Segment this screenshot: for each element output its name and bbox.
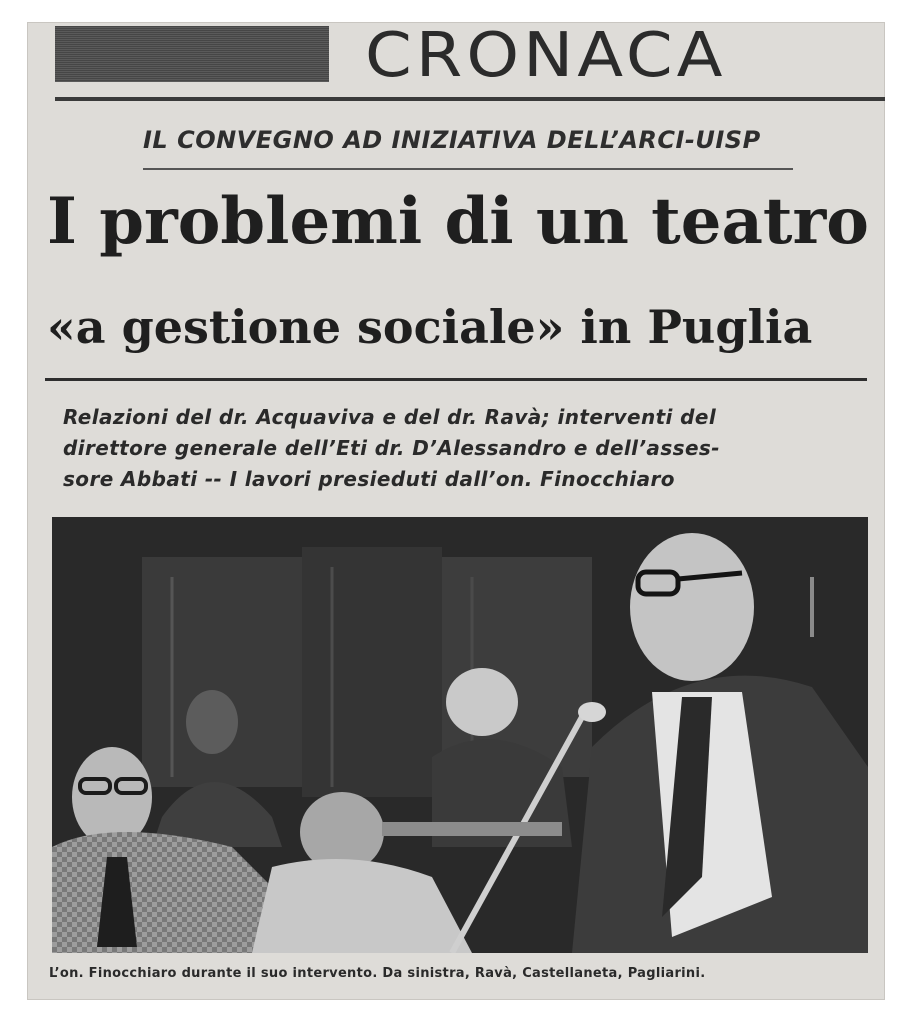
headline-rule <box>45 378 867 381</box>
section-masthead: CRONACA <box>365 19 727 91</box>
article-kicker: IL CONVEGNO AD INIZIATIVA DELL’ARCI-UISP <box>143 126 761 154</box>
article-deck <box>63 402 863 495</box>
newspaper-clipping <box>27 19 885 1000</box>
masthead-dark-bar <box>55 26 329 82</box>
deck-line: sore Abbati -- I lavori presieduti dall’on. Finocchiaro <box>63 467 675 491</box>
conference-photo-illustration <box>52 517 868 953</box>
photo-caption: L’on. Finocchiaro durante il suo intervento. Da sinistra, Ravà, Castellaneta, Pagliarini. <box>49 966 706 981</box>
article-photo <box>52 517 868 953</box>
masthead-rule <box>55 97 885 101</box>
kicker-rule <box>143 168 793 170</box>
deck-line: Relazioni del dr. Acquaviva e del dr. Ravà; interventi del <box>63 405 717 429</box>
headline-line-2: «a gestione sociale» in Puglia <box>47 300 813 354</box>
deck-line: direttore generale dell’Eti dr. D’Alessandro e dell’asses- <box>63 436 720 460</box>
headline-line-1: I problemi di un teatro <box>47 184 869 259</box>
